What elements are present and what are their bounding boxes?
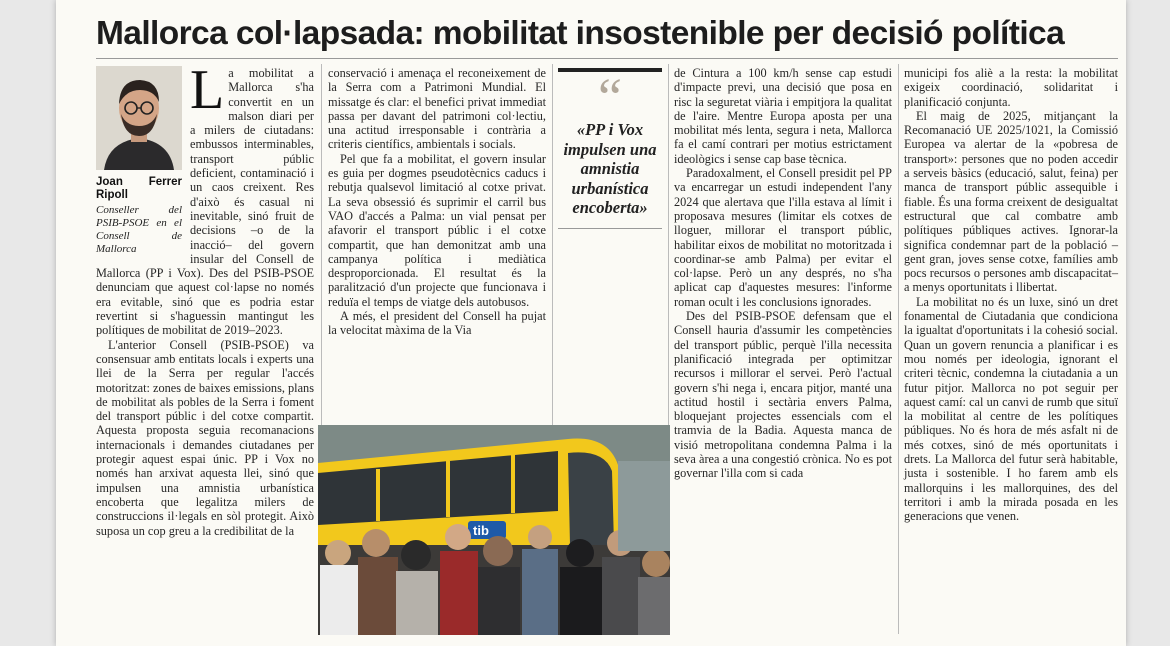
author-role: Conseller del PSIB-PSOE en el Consell de Mallorca: [96, 204, 182, 255]
article-paragraph: Des del PSIB-PSOE defensam que el Consell hauria d'assumir les competències del transport públic, perquè l'illa necessita planificació integrada per optimitzar recursos i millorar el servei. Però l'actual govern s'hi nega i, encara pitjor, manté una actitud hostil i sectària envers Palma, bloquejant projectes essencials com el tramvia de la Badia. Aquesta manca de visió metropolitana condemna Palma i la seva àrea a una congestió crònica. No es pot governar l'illa com si cada: [674, 309, 892, 481]
pull-quote: [558, 68, 662, 229]
drop-cap: L: [190, 59, 225, 121]
article-paragraph: El maig de 2025, mitjançant la Recomanació UE 2025/1021, la Comissió Europea va alertar de la «pobresa de transport»: persones que no poden accedir a serveis bàsics (educació, salut, feina) per manca de transport públic assequible i fiable. És una forma creixent de desigualtat estructural que cal combatre amb polítiques públiques actives. Ignorar-la significa condemnar part de la població –gent gran, joves sense cotxe, famílies amb pocs recursos o persones amb discapacitat– a menys oportunitats i llibertat.: [904, 108, 1118, 295]
bus-crowd-image: [318, 425, 670, 635]
article-paragraph: a mobilitat a Mallorca s'ha convertit en un malson diari per a milers de ciutadans: embussos interminables, transport públic deficient, contaminació i un caos creixent. Res d'això és casual ni inevitable, sinó fruit de decisions –o de la inacció– del govern insular del Consell de Mallorca (PP i Vox). Des del PSIB-PSOE denunciam que aquest col·lapse no només era evitable, sinó que es podria estar revertint si s'haguessin mantingut les polítiques de mobilitat de 2019–2023.: [96, 66, 314, 338]
author-portrait: [96, 66, 182, 170]
article-paragraph: Pel que fa a mobilitat, el govern insular es guia per dogmes pseudotècnics caducs i rebutja qualsevol limitació al cotxe privat. La seva obsessió és suprimir el carril bus VAO d'accés a Palma: un vial pensat per afavorir el transport públic i el cotxe compartit, que han demonitzat amb una campanya política i mediàtica desproporcionada. El resultat és la paralització d'un projecte que funcionava i reduïa el temps de viatge dels autobusos.: [328, 151, 546, 309]
quote-mark-icon: “: [598, 67, 622, 127]
article-paragraph: municipi fos aliè a la resta: la mobilitat exigeix coordinació, solidaritat i planificació conjunta.: [904, 66, 1118, 109]
article-column-2: [328, 66, 546, 338]
newspaper-page: [56, 0, 1126, 646]
article-column-4: [674, 66, 892, 481]
pull-quote-text: «PP i Vox impulsen una amnistia urbanística encoberta»: [563, 120, 657, 217]
portrait-image: [96, 66, 182, 170]
article-paragraph: Paradoxalment, el Consell presidit pel PP va encarregar un estudi independent l'any 2024 que alertava que l'illa estava al límit i proposava mesures (limitar els cotxes de lloguer, millorar el transport públic, habilitar eixos de mobilitat no motoritzada i coordinar-se amb Palma) per evitar el col·lapse. Però un any després, no s'ha aplicat cap d'aquestes mesures: l'informe roman ocult i les conclusions ignorades.: [674, 166, 892, 309]
author-name: Joan Ferrer Ripoll: [96, 176, 182, 201]
article-paragraph: conservació i amenaça el reconeixement de la Serra com a Patrimoni Mundial. El missatge és clar: el benefici privat immediat passa per davant del patrimoni col·lectiu, una actitud irresponsable i contrària a criteris científics, ambientals i socials.: [328, 66, 546, 152]
article-paragraph: de Cintura a 100 km/h sense cap estudi d'impacte previ, una decisió que posa en risc la seguretat viària i empitjora la qualitat de l'aire. Mentre Europa aposta per una mobilitat més lenta, segura i neta, Mallorca fa el camí contrari per motius estrictament ideològics i sense cap base tècnica.: [674, 66, 892, 166]
article-paragraph: A més, el president del Consell ha pujat la velocitat màxima de la Via: [328, 309, 546, 338]
headline: Mallorca col·lapsada: mobilitat insostenible per decisió política: [96, 15, 1065, 52]
author-box: [96, 66, 182, 256]
article-paragraph: La mobilitat no és un luxe, sinó un dret fonamental de Ciutadania que condiciona la igualtat d'oportunitats i la cohesió social. Quan un govern renuncia a planificar i es mou només per ideologia, ignorant el criteri tècnic, condemna la ciutadania a un futur pitjor. Mallorca no pot seguir per aquest camí: cal un canvi de rumb que situï la mobilitat al centre de les polítiques públiques. No és hora de més asfalt ni de més cotxes, sinó de més oportunitats i drets. La Mallorca del futur serà habitable, justa i sostenible. I ho farem amb els mallorquins i les mallorquines, des del territori i amb la mirada posada en les generacions que venen.: [904, 294, 1118, 524]
article-column-1: [96, 59, 314, 538]
article-column-5: [904, 66, 1118, 524]
column-divider: [898, 64, 899, 634]
headline-rule: [96, 58, 1118, 59]
article-paragraph: L'anterior Consell (PSIB-PSOE) va consensuar amb entitats locals i experts una llei de la Serra per regular l'accés motoritzat: zones de baixes emissions, plans de mobilitat als pobles de la Serra i foment del transport públic i del cotxe compartit. Aquesta proposta seguia recomanacions internacionals i demandes ciutadanes per protegir aquest espai únic. PP i Vox no només han arxivat aquesta llei, sinó que impulsen una amnistia urbanística encoberta que legalitza milers de construccions il·legals en sòl protegit. Això suposa un cop greu a la credibilitat de la: [96, 337, 314, 538]
bus-crowd-photo: [318, 425, 670, 635]
bus-brand-logo: tib: [473, 523, 489, 538]
